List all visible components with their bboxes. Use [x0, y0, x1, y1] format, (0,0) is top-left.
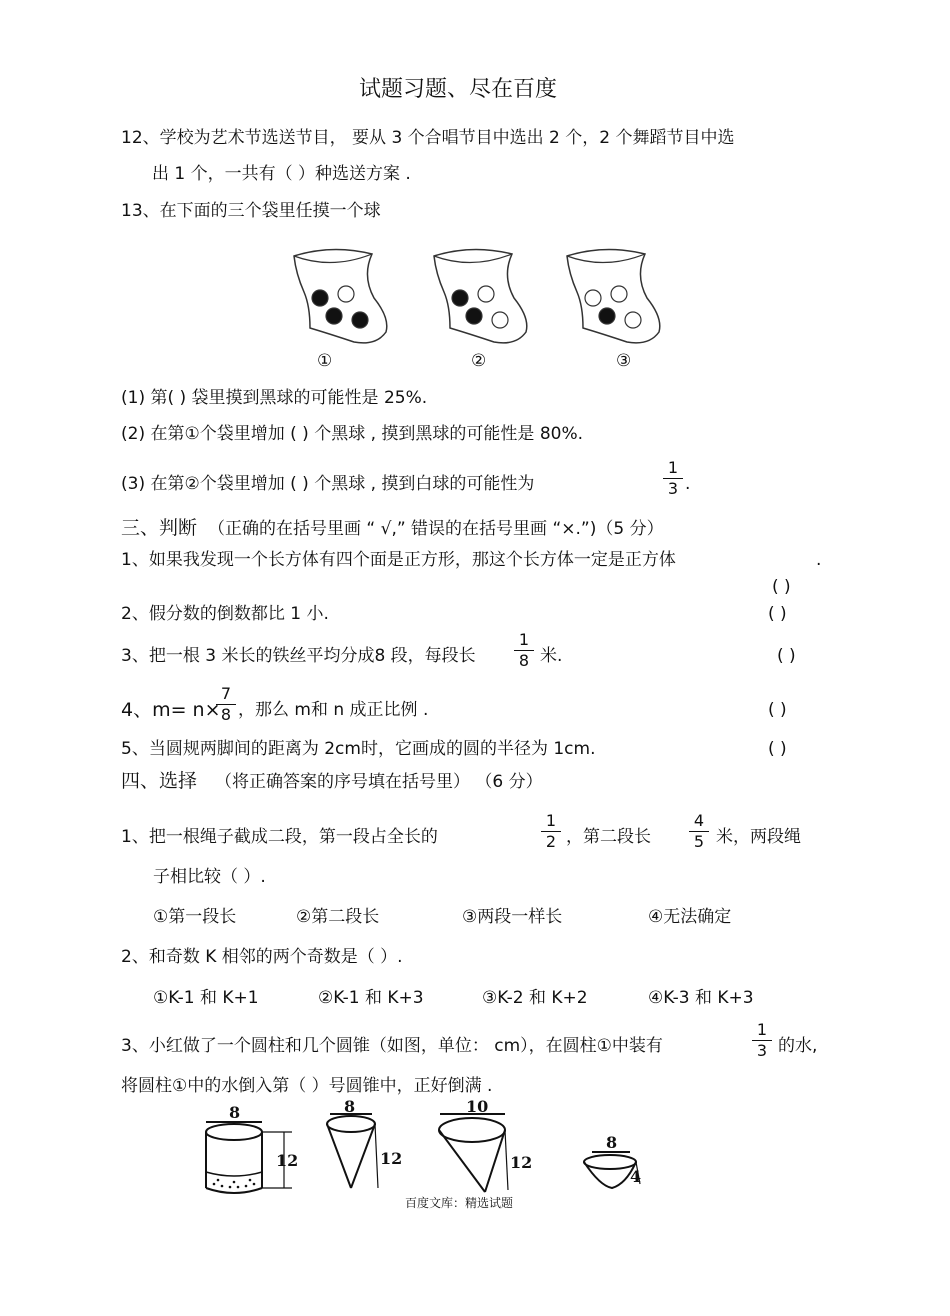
page-footer: 百度文库：精选试题: [405, 1196, 514, 1210]
choice-q2-option-3: ③K-2 和 K+2: [482, 988, 588, 1008]
white-ball: [492, 312, 508, 328]
choice-q2: 2、和奇数 K 相邻的两个奇数是（ ）.: [121, 947, 403, 967]
choice-q3: 3、小红做了一个圆柱和几个圆锥（如图，单位： cm），在圆柱①中装有: [121, 1036, 663, 1056]
q13-sub1: (1) 第( ) 袋里摸到黑球的可能性是 25%.: [121, 388, 428, 408]
page-title: 试题习题、尽在百度: [359, 77, 558, 102]
fraction-denominator: 8: [518, 651, 530, 670]
choice-q1-option-4: ④无法确定: [648, 907, 732, 927]
bag-3: [567, 249, 660, 342]
choice-q2-option-1: ①K-1 和 K+1: [153, 988, 259, 1008]
judge-q4: 4、m= n×: [121, 699, 221, 721]
judge-q1-dot: .: [816, 550, 822, 570]
bag-label-1: ①: [317, 351, 333, 371]
q13-sub3: (3) 在第②个袋里增加 ( ) 个黑球 , 摸到白球的可能性为: [121, 474, 535, 494]
cone1-diameter-label: 8: [344, 1097, 356, 1116]
judge-q4-fraction: [216, 685, 236, 724]
white-ball: [478, 286, 494, 302]
white-ball: [611, 286, 627, 302]
judge-q3-paren: ( ): [777, 646, 796, 666]
black-ball: [326, 308, 342, 324]
cylinder-diameter-label: 8: [229, 1103, 241, 1122]
black-ball: [599, 308, 615, 324]
judge-q5-paren: ( ): [768, 739, 787, 759]
bag-label-2: ②: [471, 351, 487, 371]
judge-q1: 1、如果我发现一个长方体有四个面是正方形，那这个长方体一定是正方体: [121, 550, 676, 570]
fraction-denominator: 2: [545, 832, 557, 851]
judge-q4-paren: ( ): [768, 700, 787, 720]
q13-stem: 13、在下面的三个袋里任摸一个球: [121, 201, 381, 221]
black-ball: [466, 308, 482, 324]
cone3-height-label: 4: [630, 1167, 642, 1186]
black-ball: [312, 290, 328, 306]
section3-heading: 三、判断: [121, 517, 198, 539]
white-ball: [338, 286, 354, 302]
choice-q3-line2: 将圆柱①中的水倒入第（ ）号圆锥中，正好倒满 .: [121, 1076, 493, 1096]
choice-q1-end: 米，两段绳: [716, 827, 801, 847]
section3-note: （正确的在括号里画 “ √,” 错误的在括号里画 “×.”)（5 分）: [208, 519, 664, 539]
choice-q3-end: 的水,: [778, 1036, 818, 1056]
choice-q1-option-2: ②第二段长: [296, 907, 380, 927]
cone2-diameter-label: 10: [466, 1097, 489, 1116]
judge-q4-end: ，那么 m和 n 成正比例 .: [238, 700, 429, 720]
white-ball: [585, 290, 601, 306]
choice-q3-fraction: [752, 1021, 772, 1060]
judge-q1-paren: ( ): [772, 577, 791, 597]
fraction-denominator: 8: [220, 705, 232, 724]
bag-rim: [434, 254, 512, 263]
fraction-numerator: 1: [518, 630, 530, 649]
bag-rim: [567, 254, 645, 263]
choice-q1: 1、把一根绳子截成二段，第一段占全长的: [121, 827, 438, 847]
fraction-numerator: 4: [693, 811, 705, 830]
judge-q2-paren: ( ): [768, 604, 787, 624]
fraction-numerator: 7: [220, 684, 232, 703]
cylinder-height-label: 12: [276, 1151, 299, 1170]
cone1-height-label: 12: [380, 1149, 403, 1168]
choice-q2-option-4: ④K-3 和 K+3: [648, 988, 754, 1008]
cone2-height-label: 12: [510, 1153, 533, 1172]
q12-line2: 出 1 个，一共有（ ）种选送方案 .: [152, 164, 411, 184]
section4-note: （将正确答案的序号填在括号里） （6 分）: [215, 772, 543, 792]
q13-sub3-end: .: [685, 474, 691, 494]
bags-figure: [0, 230, 950, 360]
judge-q2: 2、假分数的倒数都比 1 小.: [121, 604, 329, 624]
fraction-denominator: 3: [756, 1041, 768, 1060]
choice-q1-option-1: ①第一段长: [153, 907, 237, 927]
choice-q1-line2: 子相比较（ ）.: [153, 867, 266, 887]
bag-rim: [294, 254, 372, 263]
judge-q3-end: 米.: [540, 646, 563, 666]
fraction-numerator: 1: [545, 811, 557, 830]
q13-sub3-fraction: [663, 459, 683, 498]
bag-label-3: ③: [616, 351, 632, 371]
judge-q3: 3、把一根 3 米长的铁丝平均分成8 段，每段长: [121, 646, 476, 666]
black-ball: [452, 290, 468, 306]
bag-1: [294, 249, 387, 342]
black-ball: [352, 312, 368, 328]
choice-q1-mid: ，第二段长: [566, 827, 651, 847]
fraction-denominator: 5: [693, 832, 705, 851]
white-ball: [625, 312, 641, 328]
fraction-numerator: 1: [667, 458, 679, 477]
cone-1: [327, 1114, 378, 1188]
choice-q1-fraction1: [541, 812, 561, 851]
cone-2: [439, 1114, 508, 1192]
q13-sub2: (2) 在第①个袋里增加 ( ) 个黑球 , 摸到黑球的可能性是 80%.: [121, 424, 584, 444]
fraction-numerator: 1: [756, 1020, 768, 1039]
choice-q1-fraction2: [689, 812, 709, 851]
cone3-diameter-label: 8: [606, 1133, 618, 1152]
bag-2: [434, 249, 527, 342]
fraction-denominator: 3: [667, 479, 679, 498]
section4-heading: 四、选择: [121, 770, 198, 792]
q12-line1: 12、学校为艺术节选送节目， 要从 3 个合唱节目中选出 2 个，2 个舞蹈节目中选: [121, 128, 735, 148]
choice-q2-option-2: ②K-1 和 K+3: [318, 988, 424, 1008]
judge-q3-fraction: [514, 631, 534, 670]
judge-q5: 5、当圆规两脚间的距离为 2cm时，它画成的圆的半径为 1cm.: [121, 739, 596, 759]
choice-q1-option-3: ③两段一样长: [462, 907, 563, 927]
